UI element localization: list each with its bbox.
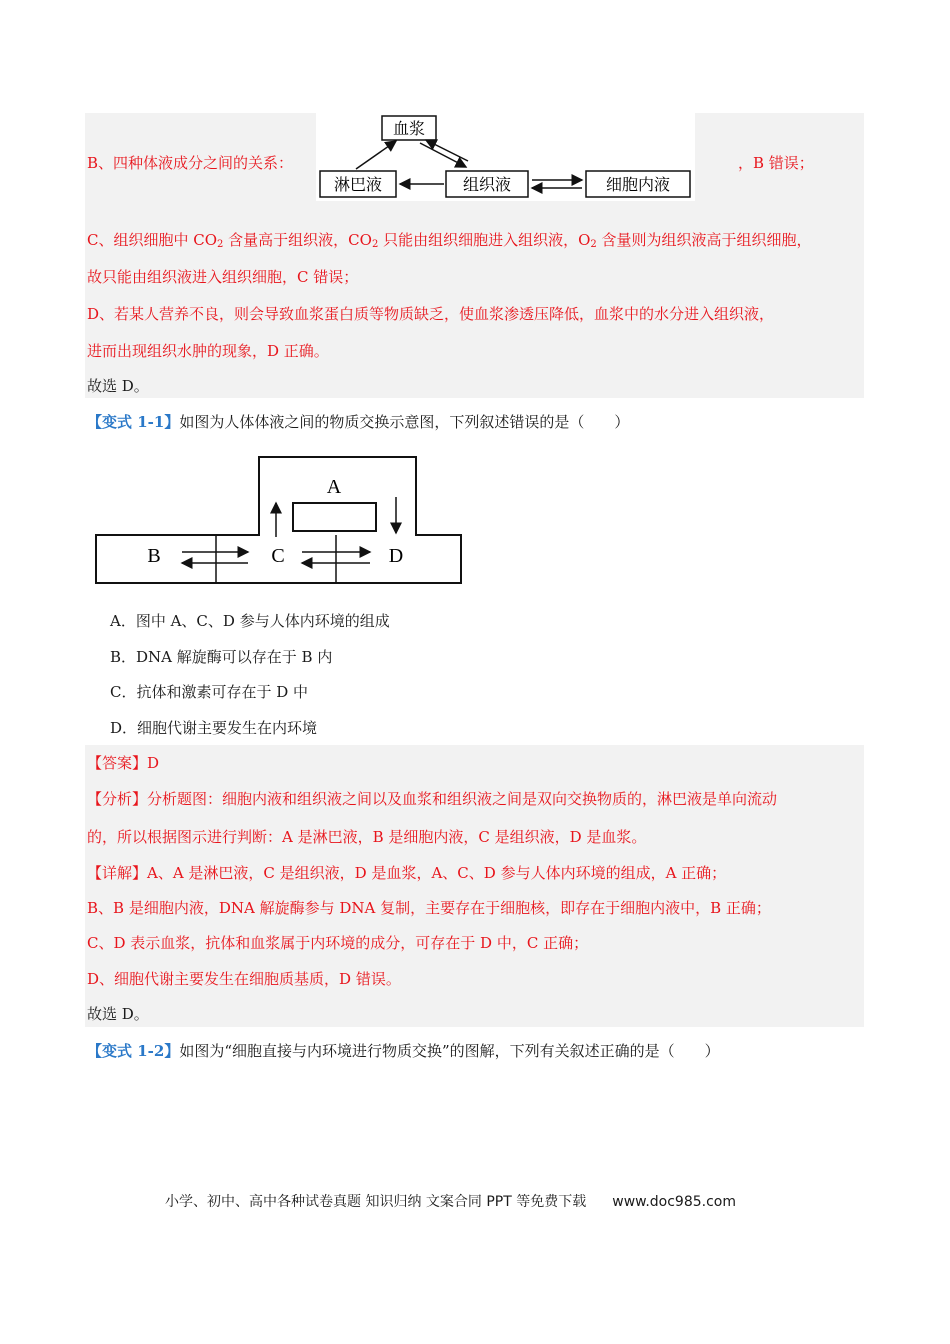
- option-d-explanation-line1: D、若某人营养不良，则会导致血浆蛋白质等物质缺乏，使血浆渗透压降低，血浆中的水分进入组织液，: [87, 305, 775, 323]
- text-segment: C、组织细胞中 CO: [87, 231, 218, 249]
- option-b-explanation-suffix: ，B 错误；: [738, 154, 814, 172]
- option-c: C．抗体和激素可存在于 D 中: [110, 683, 309, 701]
- footer-text: 小学、初中、高中各种试卷真题 知识归纳 文案合同 PPT 等免费下载: [165, 1194, 587, 1210]
- lymph-vessel-box: [293, 503, 376, 531]
- question-text: 如图为“细胞直接与内环境进行物质交换”的图解，下列有关叙述正确的是（ ）: [179, 1042, 720, 1060]
- footer-link[interactable]: www.doc985.com: [612, 1194, 736, 1210]
- detail-option-a: 【详解】A、A 是淋巴液，C 是组织液，D 是血浆，A、C、D 参与人体内环境的组成，A 正确；: [87, 864, 727, 882]
- option-c-explanation-line1: [87, 229, 812, 256]
- detail-option-d: D、细胞代谢主要发生在细胞质基质，D 错误。: [87, 970, 401, 988]
- body-fluid-diagram: [316, 113, 695, 201]
- label-d: D: [388, 545, 404, 567]
- option-b-explanation-prefix: B、四种体液成分之间的关系：: [87, 154, 294, 172]
- text-segment: 含量则为组织液高于组织细胞，: [596, 231, 812, 249]
- question-tag: 【变式 1-2】: [87, 1042, 180, 1060]
- text-segment: 含量高于组织液，CO: [223, 231, 372, 249]
- question-tag: 【变式 1-1】: [87, 413, 180, 431]
- subscript: 2: [371, 239, 379, 250]
- analysis-line2: 的，所以根据图示进行判断：A 是淋巴液，B 是细胞内液，C 是组织液，D 是血浆。: [87, 828, 647, 846]
- label-a: A: [326, 476, 342, 498]
- label-b: B: [147, 545, 161, 567]
- answer-label: 【答案】D: [87, 754, 160, 772]
- label-c: C: [271, 545, 285, 567]
- arrow-plasma-to-tissue: [420, 143, 466, 167]
- intracellular-fluid-label: 细胞内液: [605, 175, 671, 194]
- lymph-label: 淋巴液: [333, 175, 383, 194]
- text-segment: 只能由组织细胞进入组织液，O: [378, 231, 591, 249]
- subscript: 2: [590, 239, 597, 250]
- question-1-2-stem: [87, 1040, 720, 1062]
- detail-option-b: B、B 是细胞内液，DNA 解旋酶参与 DNA 复制，主要存在于细胞核，即存在于细胞内液中，B 正确；: [87, 899, 771, 917]
- section1-conclusion: 故选 D。: [87, 377, 149, 395]
- option-b: B．DNA 解旋酶可以存在于 B 内: [110, 648, 333, 666]
- option-a: A．图中 A、C、D 参与人体内环境的组成: [110, 612, 390, 630]
- fluid-exchange-diagram-svg: [94, 455, 464, 585]
- body-fluid-diagram-svg: [316, 113, 695, 201]
- option-d-explanation-line2: 进而出现组织水肿的现象，D 正确。: [87, 342, 329, 360]
- option-c-explanation-line2: 故只能由组织液进入组织细胞，C 错误；: [87, 268, 359, 286]
- plasma-label: 血浆: [392, 119, 426, 138]
- detail-option-c: C、D 表示血浆，抗体和血浆属于内环境的成分，可存在于 D 中，C 正确；: [87, 934, 589, 952]
- fluid-exchange-diagram: [94, 455, 464, 585]
- arrow-lymph-to-plasma: [356, 141, 396, 169]
- page-footer: [165, 1191, 736, 1211]
- question-text: 如图为人体体液之间的物质交换示意图，下列叙述错误的是（ ）: [179, 413, 630, 431]
- analysis-line1: 【分析】分析题图：细胞内液和组织液之间以及血浆和组织液之间是双向交换物质的，淋巴液是单向流动: [87, 790, 778, 808]
- subscript: 2: [217, 239, 224, 250]
- option-d: D．细胞代谢主要发生在内环境: [110, 719, 318, 737]
- question-1-1-stem: [87, 411, 629, 433]
- tissue-fluid-label: 组织液: [462, 175, 512, 194]
- q1-conclusion: 故选 D。: [87, 1005, 149, 1023]
